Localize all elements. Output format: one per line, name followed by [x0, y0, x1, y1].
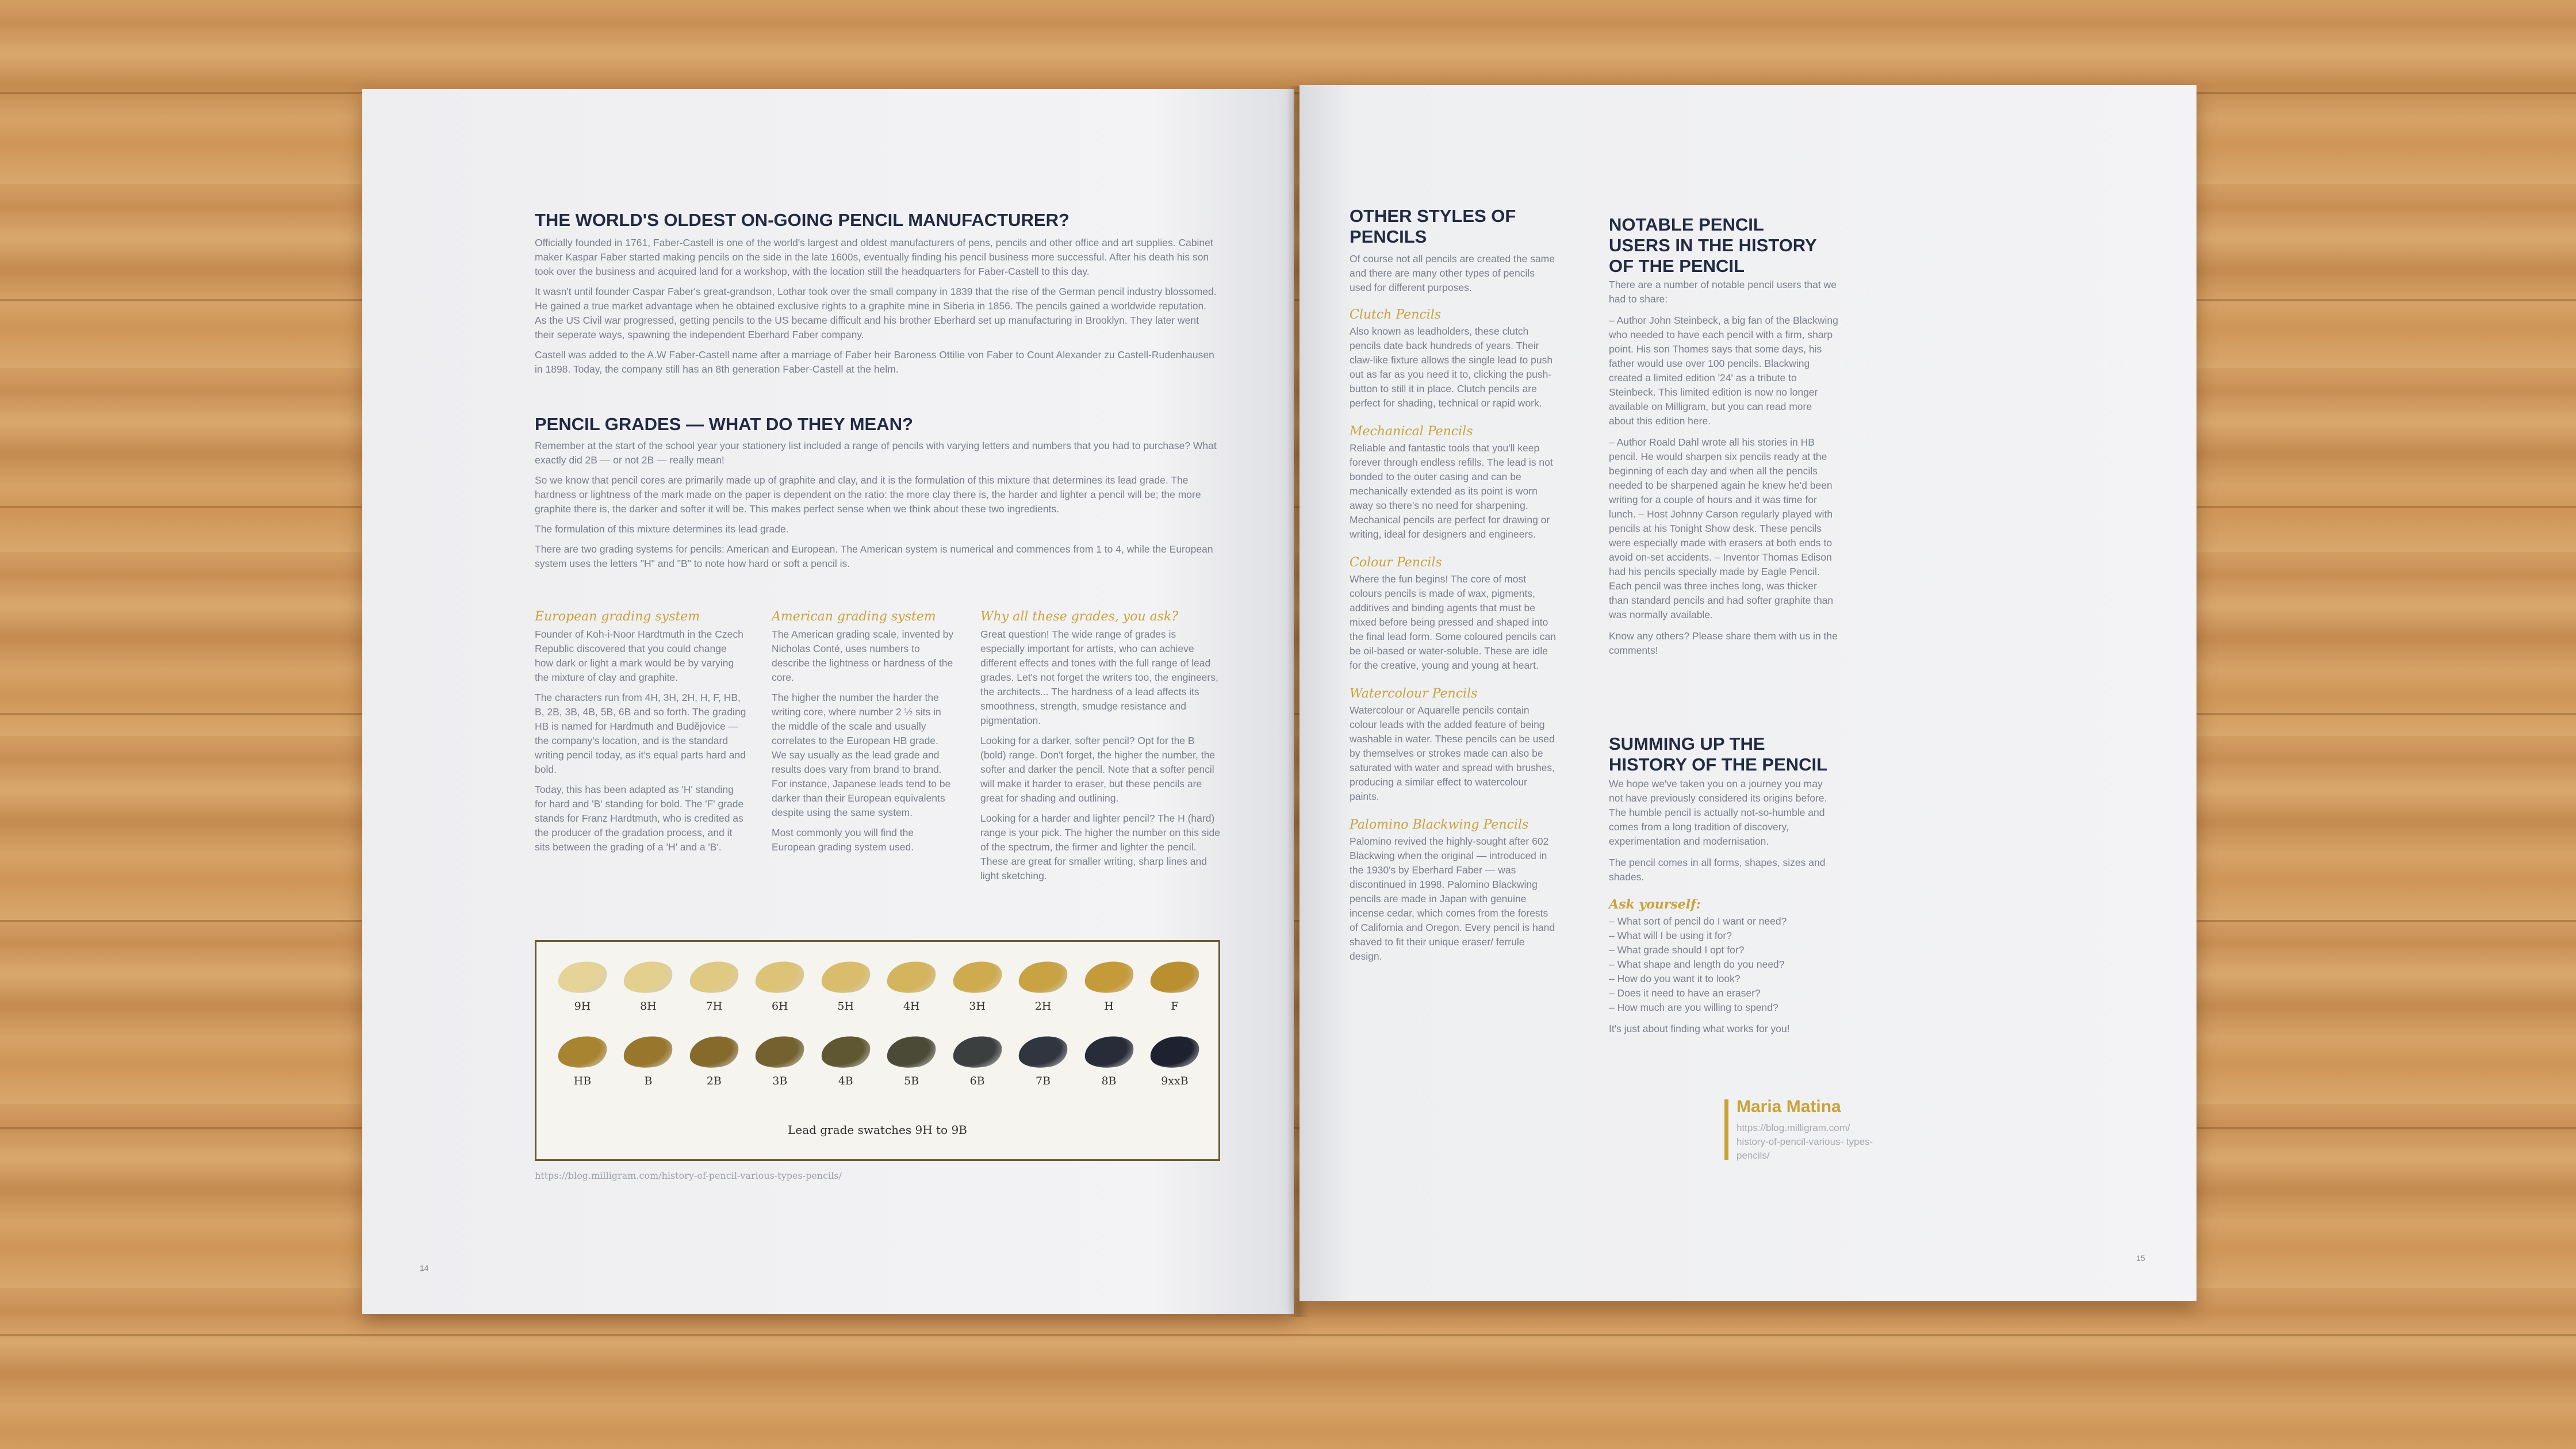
why-p3: Looking for a harder and lighter pencil? The H (hard) range is your pick. The higher the number on this side of the spectrum, the firmer and lighter the pencil. These are great for smaller writing, sharp lines and light sketching. [980, 812, 1220, 881]
swatch-hb [554, 1037, 611, 1087]
notable-p1: – Author John Steinbeck, a big fan of the Blackwing who needed to have each pencil with a firm, sharp point. His son Thomes says that some days, his father would use over 100 pencils. Blackwing created a limited edition '24' as a tribute to Steinbeck. This limited edition is now no longer available on Milligram, but you can read more about this edition here. [1609, 315, 1838, 427]
swatch-blob [555, 958, 610, 997]
swatch-7h [685, 962, 743, 1013]
ask-question: – What sort of pencil do I want or need? [1609, 915, 1787, 927]
swatch-3h [949, 962, 1006, 1013]
grades-p4: There are two grading systems for pencils: American and European. The American system is numerical and commences from 1 to 4, while the European system uses the letters "H" and "B" to note how hard or soft a pencil is. [535, 543, 1213, 569]
palomino-text: Palomino revived the highly-sought after 602 Blackwing when the original — introduced in the 1930's by Eberhard Faber — was discontinued in 1998. Palomino Blackwing pencils are made in Japan with genuine incense cedar, which comes from the forests of California and Oregon. Every pencil is hand shaved to fit their unique eraser/ ferrule design. [1350, 835, 1555, 962]
swatch-label: 4H [903, 1000, 920, 1013]
ask-question: – What grade should I opt for? [1609, 944, 1745, 956]
swatch-blob [819, 958, 873, 997]
left-page [362, 89, 1294, 1314]
author-accent-bar [1724, 1099, 1728, 1160]
colour-heading: Colour Pencils [1350, 555, 1442, 570]
swatch-label: 7B [1036, 1075, 1051, 1087]
swatch-caption: Lead grade swatches 9H to 9B [788, 1123, 967, 1137]
swatch-label: 8H [640, 1000, 657, 1013]
notable-intro: There are a number of notable pencil users that we had to share: [1609, 279, 1837, 305]
why-body [980, 627, 1222, 883]
ask-question: – Does it need to have an eraser? [1609, 987, 1761, 999]
american-p3: Most commonly you will find the European grading system used. [772, 827, 914, 853]
swatch-blob [753, 1033, 807, 1072]
why-p2: Looking for a darker, softer pencil? Opt for the B (bold) range. Don't forget, the higher the number, the softer and darker the pencil. Note that a softer pencil will make it harder to eraser, but these pencils are great for shading and outlining. [980, 735, 1216, 804]
swatch-blob [555, 1033, 610, 1072]
american-heading: American grading system [772, 610, 936, 624]
swatch-label: 6B [969, 1075, 985, 1087]
author-url[interactable]: https://blog.milligram.com/ history-of-pencil-various- types-pencils/ [1736, 1122, 1873, 1161]
swatch-blob [819, 1033, 873, 1072]
swatch-9h [554, 962, 611, 1013]
swatch-blob [753, 958, 807, 997]
oldest-title: THE WORLD'S OLDEST ON-GOING PENCIL MANUFACTURER? [535, 210, 1070, 230]
swatch-3b [751, 1037, 808, 1087]
swatch-blob [687, 1033, 741, 1072]
oldest-p3: Castell was added to the A.W Faber-Castell name after a marriage of Faber heir Baroness Ottilie von Faber to Count Alexander zu Castell-Rudenhausen in 1898. Today, the company still has an 8th generation Faber-Castell at the helm. [535, 349, 1214, 375]
ask-question: – What shape and length do you need? [1609, 959, 1785, 970]
swatch-b [619, 1037, 677, 1087]
summing-closing: It's just about finding what works for you! [1609, 1023, 1790, 1034]
watercolour-text: Watercolour or Aquarelle pencils contain colour leads with the added feature of being washable in water. These pencils can be used by themselves or strokes made can also be saturated with water and spread with brushes, producing a similar effect to watercolour paints. [1350, 704, 1555, 802]
styles-intro: Of course not all pencils are created the same and there are many other types of pencils used for different purposes. [1350, 253, 1555, 293]
swatch-label: 5H [837, 1000, 854, 1013]
clutch-text: Also known as leadholders, these clutch pencils date back hundreds of years. Their claw-like fixture allows the single lead to push out as far as you need it to, clicking the push-button to still it in place. Clutch pencils are perfect for shading, technical or rapid work. [1350, 325, 1553, 409]
swatch-2h [1014, 962, 1072, 1013]
swatch-9xxb [1146, 1037, 1203, 1087]
ask-question: – How do you want it to look? [1609, 973, 1741, 984]
mechanical-heading: Mechanical Pencils [1350, 424, 1473, 439]
why-column [980, 610, 1222, 889]
summing-title: SUMMING UP THE HISTORY OF THE PENCIL [1609, 734, 1828, 775]
swatch-blob [687, 958, 741, 997]
styles-title: OTHER STYLES OF PENCILS [1350, 206, 1516, 247]
swatch-label: HB [573, 1075, 592, 1087]
swatch-label: 9H [574, 1000, 591, 1013]
swatch-label: 3H [969, 1000, 986, 1013]
swatch-5b [883, 1037, 940, 1087]
american-p2: The higher the number the harder the writing core, where number 2 ½ sits in the middle of the scale and usually correlates to the European HB grade. We say usually as the lead grade and results does vary from brand to brand. For instance, Japanese leads tend to be darker than their European equivalents despite using the same system. [772, 692, 951, 818]
colour-text: Where the fun begins! The core of most colours pencils is made of wax, pigments, additives and binding agents that must be mixed before being pressed and shaped into the final lead form. Some coloured pencils can be oil-based or water-soluble. These are idle for the creative, young and young at heart. [1350, 573, 1556, 671]
watercolour-heading: Watercolour Pencils [1350, 687, 1478, 701]
swatch-h [1080, 962, 1138, 1013]
notable-p2: – Author Roald Dahl wrote all his stories in HB pencil. He would sharpen six pencils ready at the beginning of each day and when all the pencils needed to be sharpened again he knew he'd been writing for a couple of hours and it was time for lunch. – Host Johnny Carson regularly played with pencils at his Tonight Show desk. These pencils were especially made with erasers at both ends to avoid on-set accidents. – Inventor Thomas Edison had his pencils specially made by Eagle Pencil. Each pencil was three inches long, was thicker than standard pencils and had softer graphite than was normally available. [1609, 436, 1834, 620]
swatch-label: F [1171, 1000, 1179, 1013]
swatch-label: 2B [706, 1075, 722, 1087]
grades-p3: The formulation of this mixture determines its lead grade. [535, 523, 789, 535]
european-p2: The characters run from 4H, 3H, 2H, H, F, HB, B, 2B, 3B, 4B, 5B, 6B and so forth. The grading HB is named for Hardmuth and Budějovice — the company's location, and is the standard writing pencil today, as it's equal parts hard and bold. [535, 692, 746, 775]
swatch-6h [751, 962, 808, 1013]
styles-column [1350, 252, 1557, 964]
grades-p1: Remember at the start of the school year your stationery list included a range of pencils with varying letters and numbers that you had to purchase? What exactly did 2B — or not 2B — really mean! [535, 440, 1217, 466]
swatch-label: 8B [1101, 1075, 1117, 1087]
european-body [535, 627, 747, 854]
oldest-p1: Officially founded in 1761, Faber-Castell is one of the world's largest and oldest manufacturers of pens, pencils and other office and art supplies. Cabinet maker Kaspar Faber started making pencils on the side in the late 1600s, eventually finding his pencil business more successful. After his death his son took over the business and acquired land for a workshop, with the location still the headquarters for Faber-Castell to this day. [535, 237, 1213, 277]
swatch-blob [621, 1033, 675, 1072]
american-column [772, 610, 956, 860]
swatch-label: 6H [771, 1000, 788, 1013]
swatch-blob [1148, 958, 1202, 997]
summing-p1: We hope we've taken you on a journey you may not have previously considered its origins before. The humble pencil is actually not-so-humble and comes from a long tradition of discovery, experimentation and modernisation. [1609, 778, 1827, 847]
page-number-left: 14 [420, 1263, 429, 1272]
notable-column [1609, 278, 1839, 658]
swatch-label: 9xxB [1161, 1075, 1189, 1087]
swatch-blob [1082, 1033, 1136, 1072]
page-number-right: 15 [2136, 1254, 2145, 1263]
swatch-row-soft [554, 1037, 1203, 1087]
swatch-blob [950, 1033, 1005, 1072]
swatch-blob [1016, 1033, 1070, 1072]
grades-title: PENCIL GRADES — WHAT DO THEY MEAN? [535, 414, 913, 434]
swatch-row-hard [554, 962, 1203, 1013]
swatch-blob [1016, 958, 1070, 997]
european-heading: European grading system [535, 610, 700, 624]
swatch-5h [817, 962, 875, 1013]
swatch-label: 4B [838, 1075, 853, 1087]
lead-grade-swatches [535, 940, 1220, 1161]
oldest-body [535, 236, 1219, 382]
swatch-blob [884, 1033, 938, 1072]
swatch-label: 2H [1034, 1000, 1052, 1013]
grades-body [535, 439, 1219, 577]
swatch-blob [884, 958, 938, 997]
palomino-heading: Palomino Blackwing Pencils [1350, 818, 1529, 832]
clutch-heading: Clutch Pencils [1350, 308, 1442, 322]
source-url[interactable]: https://blog.milligram.com/history-of-pencil-various-types-pencils/ [535, 1170, 842, 1181]
ask-questions-list [1609, 914, 1839, 1015]
mechanical-text: Reliable and fantastic tools that you'll keep forever through endless refills. The lead is not bonded to the outer casing and can be mechanically extended as its point is worn away so there's no need for sharpening. Mechanical pencils are perfect for drawing or writing, ideal for designers and engineers. [1350, 442, 1553, 540]
swatch-8h [619, 962, 677, 1013]
right-page [1300, 85, 2196, 1301]
european-column [535, 610, 747, 860]
why-heading: Why all these grades, you ask? [980, 610, 1179, 624]
swatch-label: 7H [706, 1000, 723, 1013]
european-p3: Today, this has been adapted as 'H' standing for hard and 'B' standing for bold. The 'F' grade stands for Franz Hardtmuth, who is credited as the producer of the gradation process, and it sits between the grading of a 'H' and a 'B'. [535, 784, 744, 853]
american-body [772, 627, 956, 854]
swatch-label: 3B [772, 1075, 788, 1087]
swatch-label: 5B [904, 1075, 919, 1087]
swatch-f [1146, 962, 1203, 1013]
summing-p2: The pencil comes in all forms, shapes, sizes and shades. [1609, 857, 1826, 883]
american-p1: The American grading scale, invented by Nicholas Conté, uses numbers to describe the lightness or hardness of the core. [772, 628, 954, 683]
swatch-7b [1014, 1037, 1072, 1087]
swatch-8b [1080, 1037, 1138, 1087]
swatch-blob [950, 958, 1005, 997]
swatch-blob [621, 958, 675, 997]
notable-title: NOTABLE PENCIL USERS IN THE HISTORY OF THE PENCIL [1609, 214, 1817, 276]
grades-p2: So we know that pencil cores are primarily made up of graphite and clay, and it is the formulation of this mixture that determines its lead grade. The hardness or lightness of the mark made on the paper is dependent on the ratio: the more clay there is, the harder and lighter a pencil will be; the more graphite there is, the darker and softer it will be. This makes perfect sense when we think about these two ingredients. [535, 474, 1201, 515]
swatch-blob [1082, 958, 1136, 997]
swatch-6b [949, 1037, 1006, 1087]
swatch-2b [685, 1037, 743, 1087]
why-p1: Great question! The wide range of grades is especially important for artists, who can achieve different effects and tones with the full range of lead grades. Let's not forget the writers too, the engineers, the architects... The hardness of a lead affects its smoothness, strength, smudge resistance and pigmentation. [980, 628, 1218, 726]
european-p1: Founder of Koh-i-Noor Hardtmuth in the Czech Republic discovered that you could change how dark or light a mark would be by varying the mixture of clay and graphite. [535, 628, 743, 683]
summing-column [1609, 777, 1839, 1036]
ask-question: – How much are you willing to spend? [1609, 1002, 1778, 1013]
author-name: Maria Matina [1736, 1097, 1841, 1116]
swatch-blob [1148, 1033, 1202, 1072]
swatch-4h [883, 962, 940, 1013]
swatch-label: H [1104, 1000, 1114, 1013]
swatch-label: B [644, 1075, 653, 1087]
ask-heading: Ask yourself: [1609, 897, 1701, 912]
oldest-p2: It wasn't until founder Caspar Faber's great-grandson, Lothar took over the small company in 1839 that the rise of the German pencil industry blossomed. He gained a true market advantage when he obtained exclusive rights to a graphite mine in Siberia in 1856. The pencils gained a worldwide reputation. As the US Civil war progressed, getting pencils to the US became difficult and his brother Eberhard set up manufacturing in Brooklyn. They later went their seperate ways, spawning the independent Eberhard Faber company. [535, 286, 1217, 340]
swatch-4b [817, 1037, 875, 1087]
ask-question: – What will I be using it for? [1609, 930, 1732, 941]
notable-p3: Know any others? Please share them with us in the comments! [1609, 630, 1838, 656]
